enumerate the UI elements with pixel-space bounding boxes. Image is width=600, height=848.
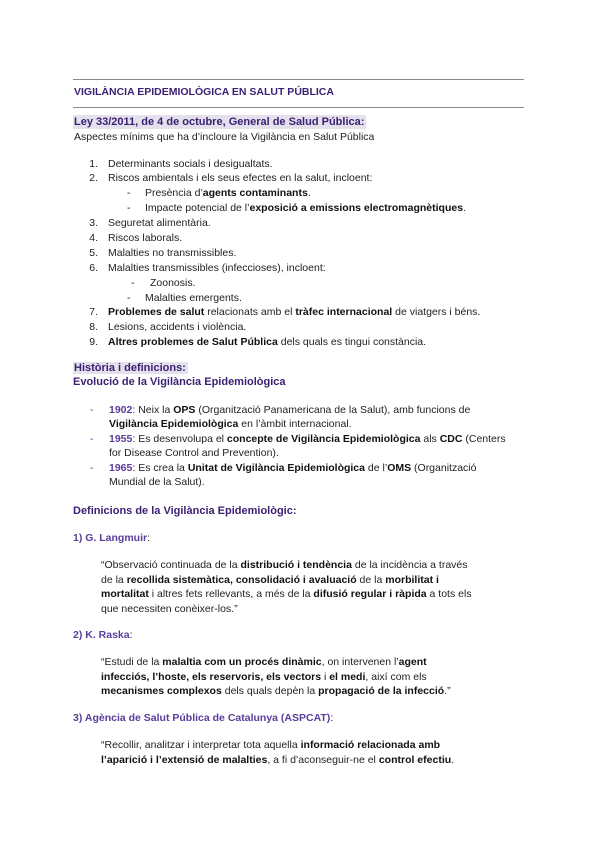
page-title: VIGILÀNCIA EPIDEMIOLÒGICA EN SALUT PÚBLICA xyxy=(74,86,334,98)
list-item: Problemes de salut relacionats amb el tràfec internacional de viatgers i béns. xyxy=(108,306,481,318)
list-number: 6. xyxy=(89,262,98,274)
list-number: 2. xyxy=(89,172,98,184)
sub-bullet: - xyxy=(131,277,135,289)
list-number: 1. xyxy=(89,158,98,170)
list-subitem: Zoonosis. xyxy=(150,277,196,289)
list-number: 7. xyxy=(89,306,98,318)
list-subitem: Impacte potencial de l’exposició a emissions electromagnètiques. xyxy=(145,202,466,214)
timeline-bullet: - xyxy=(90,433,94,445)
list-number: 8. xyxy=(89,321,98,333)
law-heading: Ley 33/2011, de 4 de octubre, General de Salud Pública: xyxy=(74,116,365,128)
definition-quote: “Estudi de la malaltia com un procés dinàmic, on intervenen l’agent infecciós, l’hoste, els reservoris, els vectors i el medi, així com els mecanismes complexos dels quals depèn la propagació de la infecció.” xyxy=(101,656,451,697)
sub-bullet: - xyxy=(127,187,131,199)
list-item: Altres problemes de Salut Pública dels quals es tingui constància. xyxy=(108,336,427,348)
definition-author: 3) Agència de Salut Pública de Catalunya (ASPCAT): xyxy=(73,712,334,724)
definition-quote: “Recollir, analitzar i interpretar tota aquella informació relacionada amb l’aparició i l’extensió de malalties, a fi d’aconseguir-ne el control efectiu. xyxy=(101,739,455,766)
list-item: Malalties no transmissibles. xyxy=(108,247,237,259)
history-subheading: Evolució de la Vigilància Epidemiològica xyxy=(73,376,286,388)
list-number: 3. xyxy=(89,217,98,229)
definition-author: 2) K. Raska: xyxy=(73,629,133,641)
list-item: Lesions, accidents i violència. xyxy=(108,321,247,333)
timeline-entry: 1902: Neix la OPS (Organització Panamericana de la Salut), amb funcions de Vigilància Epidemiològica en l’àmbit internacional. xyxy=(109,404,471,430)
list-subitem: Malalties emergents. xyxy=(145,292,242,304)
list-item: Determinants socials i desigualtats. xyxy=(108,158,273,170)
definition-author: 1) G. Langmuir: xyxy=(73,532,151,544)
list-item: Riscos ambientals i els seus efectes en la salut, incloent: xyxy=(108,172,373,184)
intro-text: Aspectes mínims que ha d’incloure la Vigilància en Salut Pública xyxy=(74,131,375,143)
sub-bullet: - xyxy=(127,202,131,214)
history-heading: Història i definicions: xyxy=(74,362,186,374)
timeline-bullet: - xyxy=(90,404,94,416)
list-item: Malalties transmissibles (infeccioses), incloent: xyxy=(108,262,326,274)
list-number: 9. xyxy=(89,336,98,348)
list-number: 5. xyxy=(89,247,98,259)
sub-bullet: - xyxy=(127,292,131,304)
definition-quote: “Observació continuada de la distribució i tendència de la incidència a través de la recollida sistemàtica, consolidació i avaluació de la morbilitat i mortalitat i altres fets rellevants, a més de la difusió regular i ràpida a tots els que necessiten conèixer-los.” xyxy=(101,559,472,615)
list-item: Seguretat alimentària. xyxy=(108,217,211,229)
list-subitem: Presència d’agents contaminants. xyxy=(145,187,311,199)
top-rule xyxy=(73,79,524,80)
definitions-heading: Definicions de la Vigilància Epidemiològic: xyxy=(73,505,297,517)
list-item: Riscos laborals. xyxy=(108,232,183,244)
timeline-entry: 1955: Es desenvolupa el concepte de Vigilància Epidemiològica als CDC (Centers for Disease Control and Prevention). xyxy=(109,433,506,459)
list-number: 4. xyxy=(89,232,98,244)
title-rule xyxy=(73,107,524,108)
timeline-bullet: - xyxy=(90,462,94,474)
timeline-entry: 1965: Es crea la Unitat de Vigilància Epidemiològica de l’OMS (Organització Mundial de la Salut). xyxy=(109,462,477,488)
